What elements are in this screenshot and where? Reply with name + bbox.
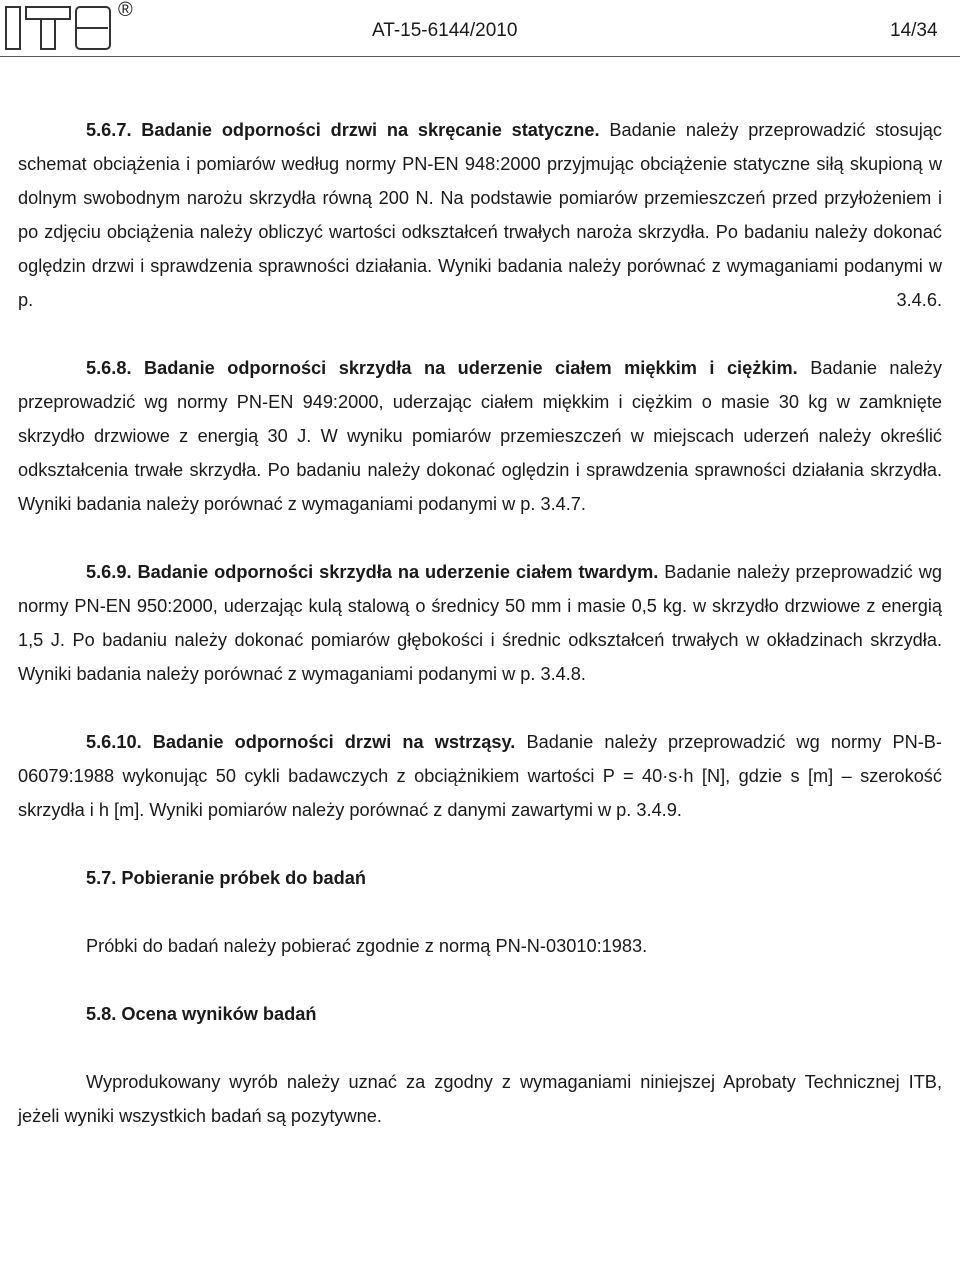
section-5-6-8 [18, 351, 942, 521]
section-text: Wyprodukowany wyrób należy uznać za zgodny z wymaganiami niniejszej Aprobaty Technicznej ITB, jeżeli wyniki wszystkich badań są pozytywne. [18, 1072, 942, 1126]
page-number: 14/34 [890, 20, 938, 41]
itb-logo [4, 4, 124, 52]
document-number: AT-15-6144/2010 [372, 20, 518, 41]
section-text: Badanie należy przeprowadzić wg normy PN-B-06079:1988 wykonując 50 cykli badawczych z obciążnikiem wartości P = 40·s·h [N], gdzie s [m] – szerokość skrzydła i h [m]. Wyniki pomiarów należy porównać z danymi zawartymi w p. 3.4.9. [18, 732, 942, 820]
section-5-6-7 [18, 113, 942, 317]
section-5-7-title: 5.7. Pobieranie próbek do badań [86, 868, 366, 888]
registered-mark: ® [118, 0, 133, 21]
section-text: Badanie należy przeprowadzić wg normy PN-EN 949:2000, uderzając ciałem miękkim i ciężkim o masie 30 kg w zamknięte skrzydło drzwiowe z energią 30 J. W wyniku pomiarów przemieszczeń w miejscach uderzeń należy określić odkształcenia trwałe skrzydła. Po badaniu należy dokonać oględzin i sprawdzenia sprawności działania skrzydła. Wyniki badania należy porównać z wymaganiami podanymi w p. 3.4.7. [18, 358, 942, 514]
section-text: Badanie należy przeprowadzić stosując schemat obciążenia i pomiarów według normy PN-EN 948:2000 przyjmując obciążenie statyczne siłą skupioną w dolnym swobodnym narożu skrzydła równą 200 N. Na podstawie pomiarów przemieszczeń przed przyłożeniem i po zdjęciu obciążenia należy obliczyć wartości odkształceń trwałych naroża skrzydła. Po badaniu należy dokonać oględzin drzwi i sprawdzenia sprawności działania. Wyniki badania należy porównać z wymaganiami podanymi w p. 3.4.6. [18, 120, 942, 310]
section-title: 5.6.9. Badanie odporności skrzydła na uderzenie ciałem twardym. [86, 562, 659, 582]
logo-text: ITB [4, 4, 6, 5]
section-5-7-text: Próbki do badań należy pobierać zgodnie z normą PN-N-03010:1983. [86, 936, 648, 956]
header-divider [0, 56, 960, 57]
section-5-8 [18, 1065, 942, 1133]
section-text: Badanie należy przeprowadzić wg normy PN-EN 950:2000, uderzając kulą stalową o średnicy 50 mm i masie 0,5 kg. w skrzydło drzwiowe z energią 1,5 J. Po badaniu należy dokonać pomiarów głębokości i średnic odkształceń trwałych w okładzinach skrzydła. Wyniki badania należy porównać z wymaganiami podanymi w p. 3.4.8. [18, 562, 942, 684]
section-5-6-9 [18, 555, 942, 691]
document-body [18, 113, 942, 1133]
section-title: 5.6.8. Badanie odporności skrzydła na uderzenie ciałem miękkim i ciężkim. [86, 358, 798, 378]
section-5-8-title: 5.8. Ocena wyników badań [86, 1004, 317, 1024]
section-5-6-10 [18, 725, 942, 827]
section-title: 5.6.7. Badanie odporności drzwi na skręcanie statyczne. [86, 120, 600, 140]
section-title: 5.6.10. Badanie odporności drzwi na wstrząsy. [86, 732, 516, 752]
